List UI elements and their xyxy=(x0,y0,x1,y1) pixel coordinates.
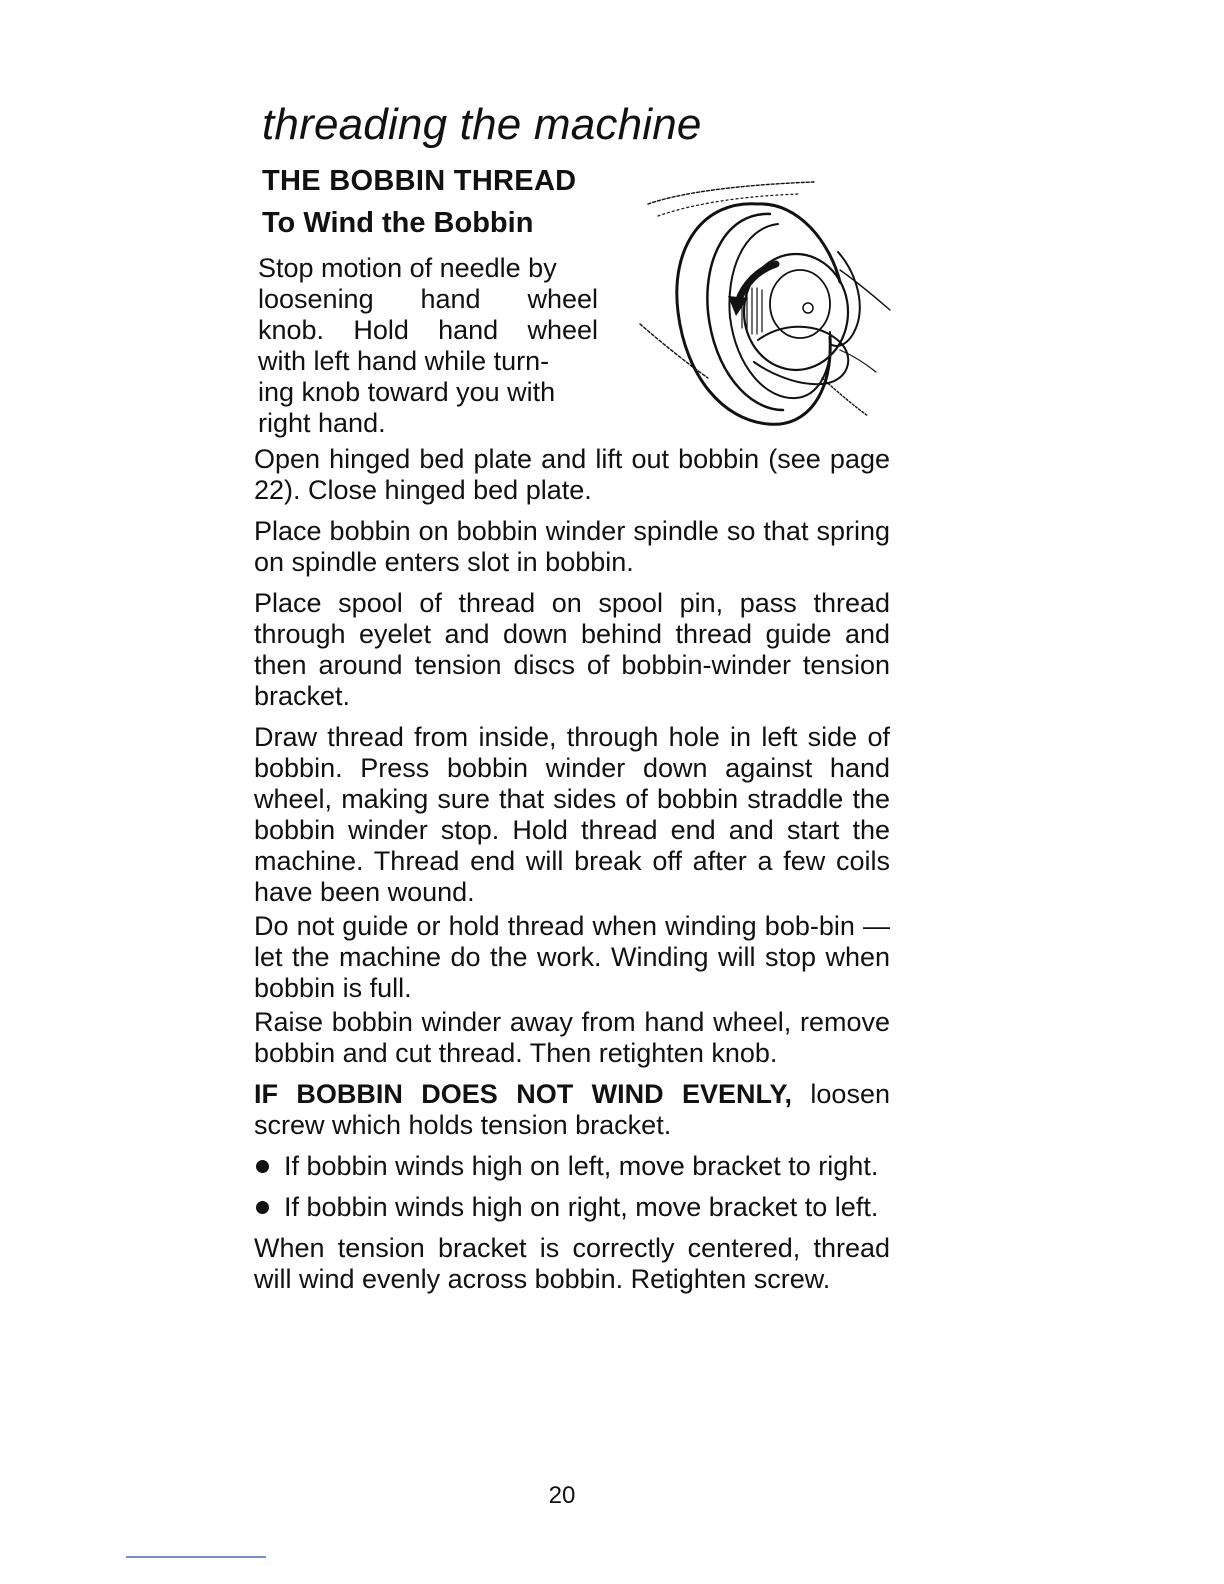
page-title: threading the machine xyxy=(262,100,702,149)
paragraph: Draw thread from inside, through hole in left side of bobbin. Press bobbin winder down against hand wheel, making sure that sides of bobbin straddle the bobbin winder stop. Hold thread end and start the machine. Thread end will break off after a few coils have been wound. xyxy=(254,722,890,907)
intro-line: loosening hand wheel xyxy=(258,284,598,314)
intro-line: Stop motion of needle by xyxy=(258,253,557,283)
intro-paragraph xyxy=(258,253,598,439)
wrist-line xyxy=(840,350,876,372)
intro-line: with left hand while turn- xyxy=(258,346,550,376)
paragraph: Open hinged bed plate and lift out bobbin (see page 22). Close hinged bed plate. xyxy=(254,444,890,505)
knob-cap xyxy=(770,270,830,338)
page-number: 20 xyxy=(548,1482,576,1509)
wheel-back-rim xyxy=(677,204,830,425)
section-heading: THE BOBBIN THREAD xyxy=(262,165,577,197)
list-item-text: If bobbin winds high on left, move bracket to right. xyxy=(284,1151,879,1181)
paragraph: Place spool of thread on spool pin, pass thread through eyelet and down behind thread guide and then around tension discs of bobbin-winder tension bracket. xyxy=(254,588,890,711)
list-item-text: If bobbin winds high on right, move bracket to left. xyxy=(284,1192,879,1222)
troubleshoot-text: loosen screw which holds tension bracket. xyxy=(254,1079,890,1140)
hand-wheel-illustration xyxy=(608,172,898,448)
instructions-body xyxy=(254,444,890,1305)
intro-line: ing knob toward you with xyxy=(258,377,556,407)
list-item xyxy=(254,1151,890,1182)
paragraph: Raise bobbin winder away from hand wheel, remove bobbin and cut thread. Then retighten knob. xyxy=(254,1007,890,1068)
subheading: To Wind the Bobbin xyxy=(262,207,534,239)
paragraph: Do not guide or hold thread when winding bob-bin — let the machine do the work. Winding will stop when bobbin is full. xyxy=(254,911,890,1003)
bullet-list xyxy=(254,1151,890,1223)
hand-line-left xyxy=(640,324,708,378)
bullet-icon xyxy=(256,1201,269,1214)
footer-rule xyxy=(126,1556,266,1558)
intro-line: knob. Hold hand wheel xyxy=(258,315,598,345)
thumb xyxy=(754,327,848,384)
intro-line: right hand. xyxy=(258,408,386,438)
troubleshoot-paragraph xyxy=(254,1079,890,1141)
troubleshoot-lead: IF BOBBIN DOES NOT WIND EVENLY, xyxy=(254,1079,793,1109)
closing-paragraph: When tension bracket is correctly centered, thread will wind evenly across bobbin. Retighten screw. xyxy=(254,1233,890,1294)
hand-line-top xyxy=(648,182,814,204)
hand-line-bottom xyxy=(822,378,868,416)
knob-screw xyxy=(803,303,813,313)
paragraph: Place bobbin on bobbin winder spindle so that spring on spindle enters slot in bobbin. xyxy=(254,516,890,577)
bullet-icon xyxy=(256,1160,269,1173)
list-item xyxy=(254,1192,890,1223)
